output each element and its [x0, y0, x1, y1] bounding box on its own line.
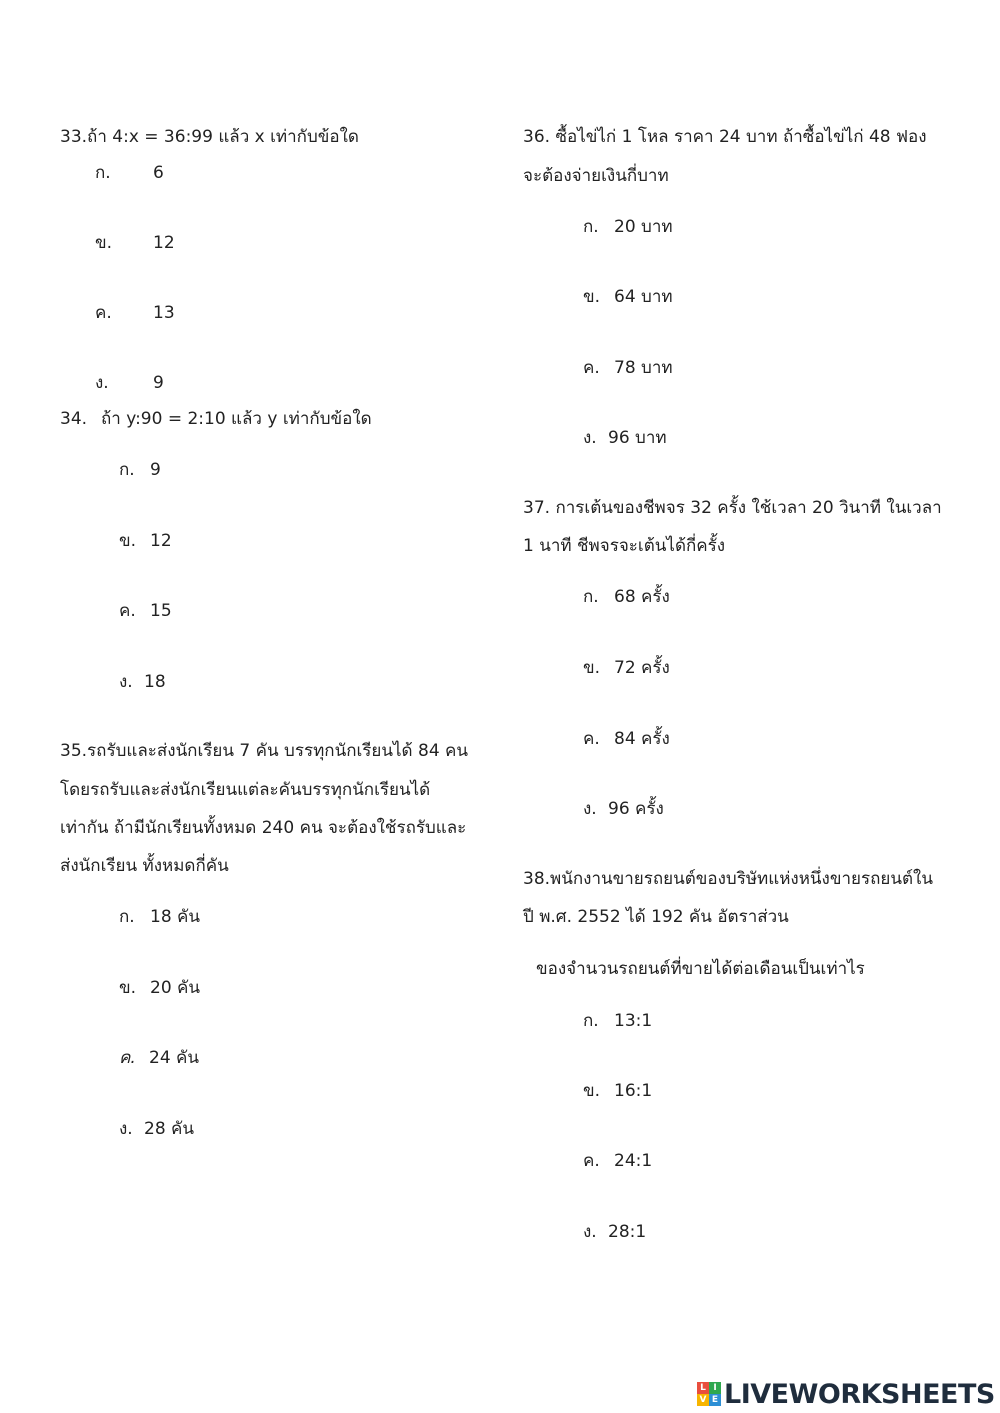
option-label: ข. — [95, 233, 113, 253]
option-label: ค. — [583, 1151, 600, 1171]
option-label: ง. — [119, 672, 133, 692]
option-text: 28:1 — [608, 1222, 647, 1242]
option-label: ง. — [583, 1222, 597, 1242]
option-text: 18 คัน — [150, 907, 201, 927]
option-label: ข. — [119, 531, 137, 551]
option-text: 20 คัน — [150, 978, 201, 998]
option-text: 84 ครั้ง — [614, 729, 670, 749]
q37-question-line-1: 37. การเต้นของชีพจร 32 ครั้ง ใช้เวลา 20 วินาที ในเวลา — [523, 498, 942, 518]
option-text: 12 — [153, 233, 175, 253]
q34-number: 34. — [60, 409, 88, 429]
option-label: ก. — [95, 163, 111, 183]
q35-question-line-2: โดยรถรับและส่งนักเรียนแต่ละคันบรรทุกนักเรียนได้ — [60, 780, 431, 800]
liveworksheets-logo-icon — [697, 1382, 721, 1406]
option-text: 13 — [153, 303, 175, 323]
option-label: ก. — [119, 907, 135, 927]
option-text: 72 ครั้ง — [614, 658, 670, 678]
option-text: 13:1 — [614, 1011, 653, 1031]
logo-icon-cell: E — [709, 1394, 721, 1406]
option-label: ง. — [95, 373, 109, 393]
option-text: 9 — [153, 373, 164, 393]
option-label: ค. — [583, 729, 600, 749]
option-label: ง. — [583, 799, 597, 819]
option-label: ง. — [583, 428, 597, 448]
option-label: ข. — [583, 658, 601, 678]
q38-question-line-2: ปี พ.ศ. 2552 ได้ 192 คัน อัตราส่วน — [523, 907, 789, 927]
q35-question-line-3: เท่ากัน ถ้ามีนักเรียนทั้งหมด 240 คน จะต้องใช้รถรับและ — [60, 818, 467, 838]
option-label: ข. — [119, 978, 137, 998]
option-text: 78 บาท — [614, 358, 673, 378]
option-text: 96 ครั้ง — [608, 799, 664, 819]
option-label: ก. — [119, 460, 135, 480]
option-text: 18 — [144, 672, 166, 692]
option-text: 20 บาท — [614, 217, 673, 237]
option-text: 9 — [150, 460, 161, 480]
q38-question-line-1: 38.พนักงานขายรถยนต์ของบริษัทแห่งหนึ่งขายรถยนต์ใน — [523, 869, 933, 889]
option-label: ข. — [583, 1081, 601, 1101]
logo-text: LIVEWORKSHEETS — [724, 1378, 995, 1410]
logo-icon-cell: V — [697, 1394, 709, 1406]
option-label: ก. — [583, 587, 599, 607]
q37-question-line-2: 1 นาที ชีพจรจะเต้นได้กี่ครั้ง — [523, 536, 726, 556]
option-label: ง. — [119, 1119, 133, 1139]
option-text: 68 ครั้ง — [614, 587, 670, 607]
liveworksheets-logo — [697, 1378, 995, 1410]
option-text: 6 — [153, 163, 164, 183]
q35-question-line-1: 35.รถรับและส่งนักเรียน 7 คัน บรรทุกนักเรียนได้ 84 คน — [60, 741, 469, 761]
option-text: 24:1 — [614, 1151, 653, 1171]
option-text: 24 คัน — [149, 1048, 200, 1068]
logo-icon-cell: I — [709, 1382, 721, 1394]
option-text: 12 — [150, 531, 172, 551]
option-label: ค. — [119, 1048, 136, 1068]
q36-question-line-2: จะต้องจ่ายเงินกี่บาท — [523, 166, 669, 186]
q33-question: 33.ถ้า 4:x = 36:99 แล้ว x เท่ากับข้อใด — [60, 127, 359, 147]
q38-question-line-3: ของจำนวนรถยนต์ที่ขายได้ต่อเดือนเป็นเท่าไร — [536, 959, 865, 979]
q36-question-line-1: 36. ซื้อไข่ไก่ 1 โหล ราคา 24 บาท ถ้าซื้อไข่ไก่ 48 ฟอง — [523, 127, 927, 147]
option-text: 15 — [150, 601, 172, 621]
logo-icon-cell: L — [697, 1382, 709, 1394]
option-label: ข. — [583, 287, 601, 307]
option-label: ก. — [583, 217, 599, 237]
option-label: ค. — [119, 601, 136, 621]
q35-question-line-4: ส่งนักเรียน ทั้งหมดกี่คัน — [60, 856, 229, 876]
option-text: 96 บาท — [608, 428, 667, 448]
option-text: 28 คัน — [144, 1119, 195, 1139]
option-text: 16:1 — [614, 1081, 653, 1101]
q34-question: ถ้า y:90 = 2:10 แล้ว y เท่ากับข้อใด — [101, 409, 372, 429]
option-label: ค. — [95, 303, 112, 323]
option-label: ก. — [583, 1011, 599, 1031]
option-label: ค. — [583, 358, 600, 378]
option-text: 64 บาท — [614, 287, 673, 307]
